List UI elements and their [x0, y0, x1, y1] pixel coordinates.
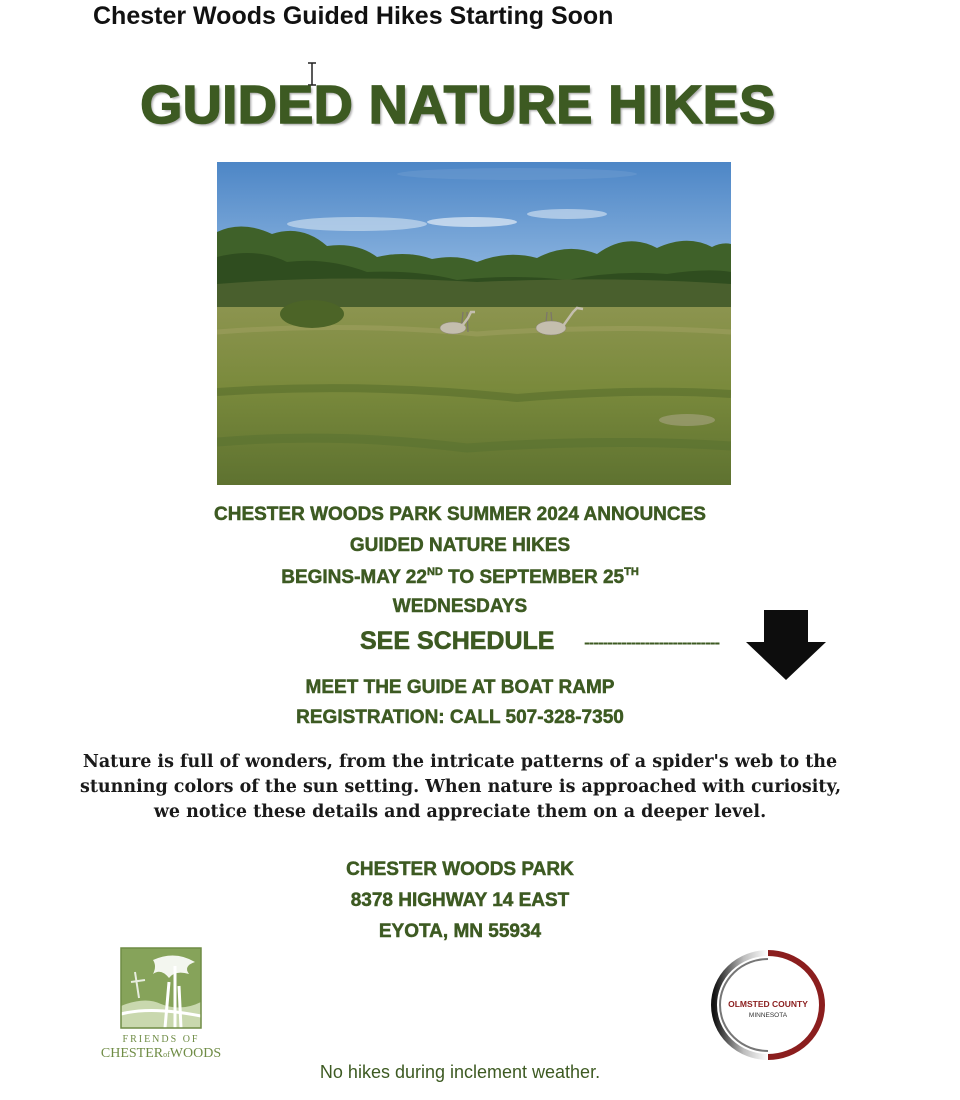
nature-photo: [217, 162, 731, 485]
weather-note: No hikes during inclement weather.: [319, 1062, 601, 1082]
flyer-headline: GUIDED NATURE HIKES: [140, 75, 776, 135]
announcement-line-2: GUIDED NATURE HIKES: [349, 535, 571, 556]
friends-logo-of: of: [163, 1050, 170, 1059]
friends-logo-chester: CHESTER: [100, 1046, 164, 1060]
friends-logo-line1: FRIENDS OF: [122, 1034, 200, 1045]
address-city: EYOTA, MN 55934: [378, 921, 542, 942]
friends-of-chester-woods-logo: [95, 946, 225, 1060]
meet-location: MEET THE GUIDE AT BOAT RAMP: [305, 677, 615, 698]
schedule-dashes: -----------------------------: [584, 633, 720, 649]
see-schedule-label: SEE SCHEDULE: [360, 627, 555, 655]
document-title: Chester Woods Guided Hikes Starting Soon: [93, 2, 614, 30]
announcement-line-1: CHESTER WOODS PARK SUMMER 2024 ANNOUNCES: [214, 504, 706, 525]
registration-phone: REGISTRATION: CALL 507-328-7350: [296, 707, 624, 728]
dates-end: TO SEPTEMBER 25: [442, 567, 625, 588]
paragraph-line-1: Nature is full of wonders, from the intricate patterns of a spider's web to the: [82, 752, 838, 772]
svg-text:CHESTERofWOODS: [101, 1046, 221, 1060]
address-park-name: CHESTER WOODS PARK: [346, 859, 574, 880]
olmsted-logo-line2: MINNESOTA: [748, 1012, 788, 1019]
dates-end-suffix: TH: [624, 566, 639, 578]
paragraph-line-2: stunning colors of the sun setting. When nature is approached with curiosity,: [80, 777, 842, 797]
dates-start: BEGINS-MAY 22: [281, 567, 427, 588]
hike-dates: [0, 566, 920, 589]
dates-start-suffix: ND: [426, 566, 443, 578]
olmsted-logo-line1: OLMSTED COUNTY: [728, 999, 808, 1009]
arrow-down-icon: [744, 608, 828, 682]
nature-paragraph: [80, 750, 840, 825]
olmsted-county-logo: [707, 949, 829, 1061]
hike-day: WEDNESDAYS: [392, 596, 528, 617]
friends-logo-woods: WOODS: [169, 1046, 222, 1060]
address-street: 8378 HIGHWAY 14 EAST: [350, 890, 570, 911]
paragraph-line-3: we notice these details and appreciate them on a deeper level.: [153, 802, 767, 822]
